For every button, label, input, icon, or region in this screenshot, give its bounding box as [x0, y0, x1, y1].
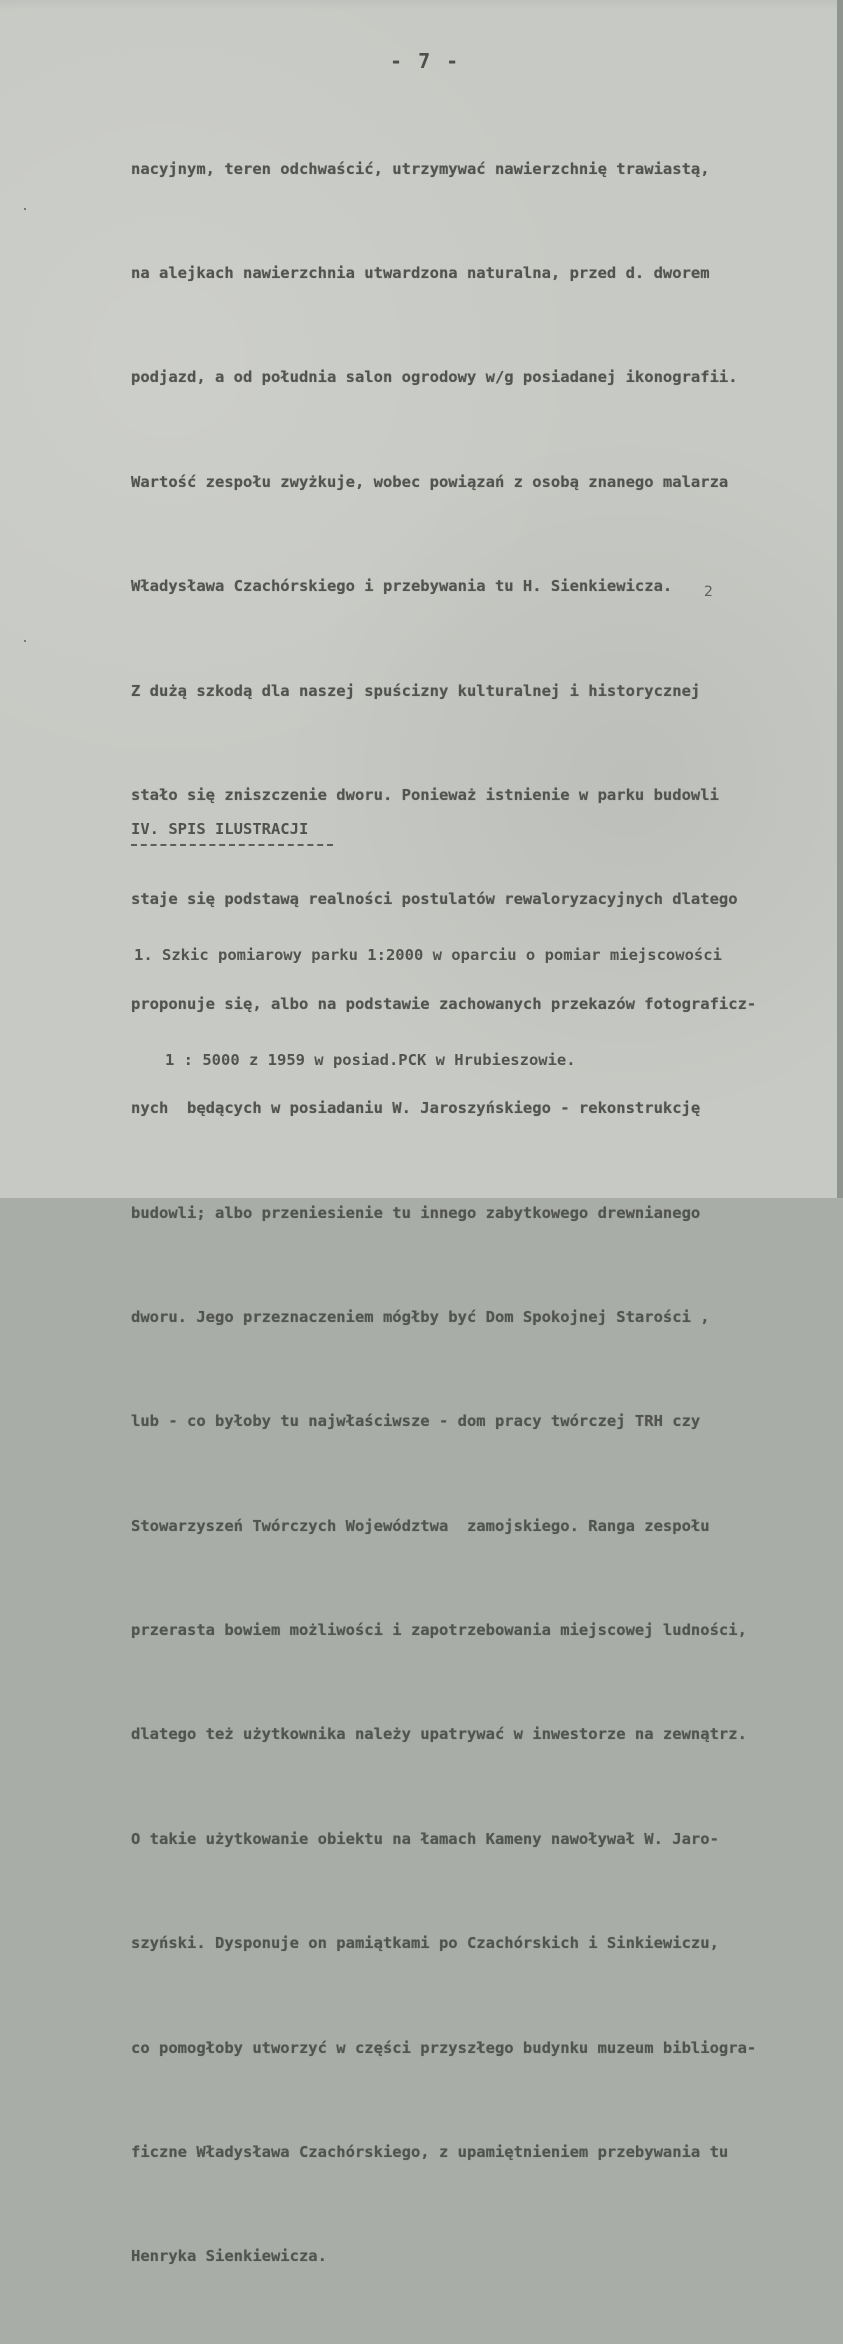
- section-heading: IV. SPIS ILUSTRACJI: [131, 820, 309, 838]
- body-line: Władysława Czachórskiego i przebywania tu H. Sienkiewicza.: [131, 577, 673, 596]
- body-line: nacyjnym, teren odchwaścić, utrzymywać nawierzchnię trawiastą,: [131, 159, 710, 178]
- body-line: szyński. Dysponuje on pamiątkami po Czachórskich i Sinkiewiczu,: [131, 1934, 719, 1953]
- body-line: lub - co byłoby tu najwłaściwsze - dom pracy twórczej TRH czy: [131, 1412, 701, 1431]
- body-line: Stowarzyszeń Twórczych Województwa zamojskiego. Ranga zespołu: [131, 1516, 710, 1535]
- body-line: na alejkach nawierzchnia utwardzona naturalna, przed d. dworem: [131, 263, 710, 282]
- body-line: co pomogłoby utworzyć w części przyszłego budynku muzeum bibliogra-: [131, 2038, 757, 2057]
- body-text: [131, 82, 831, 2344]
- body-line: Henryka Sienkiewicza.: [131, 2247, 327, 2266]
- body-line: staje się podstawą realności postulatów rewaloryzacyjnych dlatego: [131, 890, 738, 909]
- body-line: nych będących w posiadaniu W. Jaroszyńskiego - rekonstrukcję: [131, 1099, 701, 1118]
- list-item-line: 1. Szkic pomiarowy parku 1:2000 w oparciu o pomiar miejscowości: [134, 946, 722, 964]
- body-line: proponuje się, albo na podstawie zachowanych przekazów fotograficz-: [131, 994, 757, 1013]
- illustrations-list: [134, 868, 722, 1148]
- body-line: budowli; albo przeniesienie tu innego zabytkowego drewnianego: [131, 1203, 701, 1222]
- margin-dot: [24, 208, 26, 210]
- body-line: dworu. Jego przeznaczeniem mógłby być Dom Spokojnej Starości ,: [131, 1307, 710, 1326]
- body-line: ficzne Władysława Czachórskiego, z upamiętnieniem przebywania tu: [131, 2143, 729, 2162]
- scan-shadow: [0, 0, 837, 10]
- margin-dot: [24, 640, 26, 642]
- page-number: - 7 -: [390, 49, 461, 73]
- body-line: podjazd, a od południa salon ogrodowy w/g posiadanej ikonografii.: [131, 368, 738, 387]
- body-line: Wartość zespołu zwyżkuje, wobec powiązań z osobą znanego malarza: [131, 472, 729, 491]
- list-item-line: 1 : 5000 z 1959 w posiad.PCK w Hrubieszowie.: [165, 1051, 576, 1069]
- body-line: przerasta bowiem możliwości i zapotrzebowania miejscowej ludności,: [131, 1621, 747, 1640]
- body-line: Z dużą szkodą dla naszej spuścizny kulturalnej i historycznej: [131, 681, 701, 700]
- section-heading-underline: [131, 844, 333, 846]
- superscript-mark: 2: [704, 584, 713, 600]
- body-line: stało się zniszczenie dworu. Ponieważ istnienie w parku budowli: [131, 785, 719, 804]
- body-line: dlatego też użytkownika należy upatrywać w inwestorze na zewnątrz.: [131, 1725, 747, 1744]
- body-line: O takie użytkowanie obiektu na łamach Kameny nawoływał W. Jaro-: [131, 1829, 719, 1848]
